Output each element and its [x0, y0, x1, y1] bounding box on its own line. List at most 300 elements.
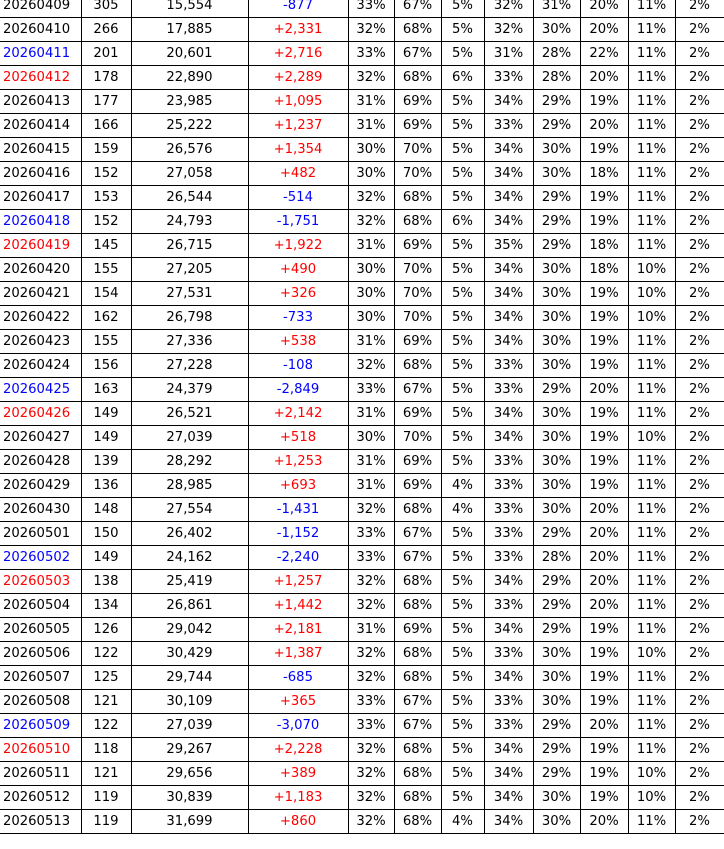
pct-cell-7: 11% [628, 114, 675, 138]
rank-cell: 121 [81, 690, 131, 714]
pct-cell-6: 19% [580, 186, 628, 210]
pct-cell-1: 31% [348, 450, 394, 474]
total-cell: 30,429 [131, 642, 248, 666]
pct-cell-8: 2% [675, 522, 724, 546]
table-row [0, 522, 724, 546]
table-row [0, 258, 724, 282]
pct-cell-6: 19% [580, 330, 628, 354]
pct-cell-8: 2% [675, 66, 724, 90]
date-cell: 20260428 [0, 450, 81, 474]
pct-cell-4: 33% [484, 378, 533, 402]
pct-cell-8: 2% [675, 570, 724, 594]
pct-cell-3: 4% [441, 474, 484, 498]
pct-cell-8: 2% [675, 618, 724, 642]
pct-cell-4: 34% [484, 426, 533, 450]
date-cell: 20260510 [0, 738, 81, 762]
pct-cell-4: 34% [484, 162, 533, 186]
total-cell: 26,798 [131, 306, 248, 330]
pct-cell-7: 11% [628, 570, 675, 594]
pct-cell-5: 30% [533, 354, 580, 378]
change-cell: +1,237 [248, 114, 348, 138]
date-cell: 20260419 [0, 234, 81, 258]
pct-cell-8: 2% [675, 210, 724, 234]
pct-cell-7: 11% [628, 402, 675, 426]
pct-cell-4: 33% [484, 354, 533, 378]
pct-cell-3: 5% [441, 690, 484, 714]
change-cell: +2,716 [248, 42, 348, 66]
pct-cell-8: 2% [675, 762, 724, 786]
pct-cell-6: 18% [580, 234, 628, 258]
pct-cell-2: 68% [394, 210, 441, 234]
total-cell: 25,419 [131, 570, 248, 594]
date-cell: 20260511 [0, 762, 81, 786]
pct-cell-1: 31% [348, 474, 394, 498]
change-cell: -1,751 [248, 210, 348, 234]
pct-cell-2: 68% [394, 66, 441, 90]
change-cell: +1,442 [248, 594, 348, 618]
pct-cell-7: 11% [628, 162, 675, 186]
pct-cell-4: 33% [484, 690, 533, 714]
pct-cell-6: 19% [580, 666, 628, 690]
pct-cell-7: 10% [628, 426, 675, 450]
date-cell: 20260425 [0, 378, 81, 402]
change-cell: +2,331 [248, 18, 348, 42]
pct-cell-7: 11% [628, 666, 675, 690]
pct-cell-4: 34% [484, 402, 533, 426]
rank-cell: 149 [81, 546, 131, 570]
pct-cell-5: 30% [533, 642, 580, 666]
pct-cell-3: 6% [441, 210, 484, 234]
pct-cell-7: 11% [628, 618, 675, 642]
total-cell: 26,576 [131, 138, 248, 162]
total-cell: 17,885 [131, 18, 248, 42]
table-row [0, 378, 724, 402]
pct-cell-7: 10% [628, 786, 675, 810]
pct-cell-3: 5% [441, 258, 484, 282]
date-cell: 20260430 [0, 498, 81, 522]
pct-cell-5: 30% [533, 402, 580, 426]
change-cell: -1,152 [248, 522, 348, 546]
pct-cell-4: 32% [484, 0, 533, 18]
rank-cell: 163 [81, 378, 131, 402]
total-cell: 24,793 [131, 210, 248, 234]
pct-cell-2: 69% [394, 114, 441, 138]
pct-cell-5: 30% [533, 666, 580, 690]
pct-cell-6: 19% [580, 762, 628, 786]
table-row [0, 762, 724, 786]
pct-cell-3: 5% [441, 162, 484, 186]
pct-cell-8: 2% [675, 786, 724, 810]
pct-cell-3: 5% [441, 594, 484, 618]
pct-cell-3: 5% [441, 0, 484, 18]
date-cell: 20260502 [0, 546, 81, 570]
pct-cell-1: 30% [348, 162, 394, 186]
table-row [0, 18, 724, 42]
table-row [0, 474, 724, 498]
pct-cell-3: 5% [441, 738, 484, 762]
date-cell: 20260503 [0, 570, 81, 594]
pct-cell-3: 5% [441, 90, 484, 114]
change-cell: +693 [248, 474, 348, 498]
pct-cell-8: 2% [675, 258, 724, 282]
pct-cell-4: 33% [484, 522, 533, 546]
change-cell: -733 [248, 306, 348, 330]
pct-cell-1: 31% [348, 114, 394, 138]
total-cell: 29,744 [131, 666, 248, 690]
pct-cell-8: 2% [675, 642, 724, 666]
pct-cell-6: 19% [580, 642, 628, 666]
pct-cell-3: 5% [441, 618, 484, 642]
pct-cell-1: 32% [348, 594, 394, 618]
change-cell: -877 [248, 0, 348, 18]
pct-cell-1: 33% [348, 378, 394, 402]
date-cell: 20260411 [0, 42, 81, 66]
date-cell: 20260424 [0, 354, 81, 378]
pct-cell-3: 5% [441, 666, 484, 690]
pct-cell-4: 34% [484, 210, 533, 234]
rank-cell: 121 [81, 762, 131, 786]
pct-cell-1: 31% [348, 402, 394, 426]
pct-cell-8: 2% [675, 42, 724, 66]
pct-cell-8: 2% [675, 330, 724, 354]
pct-cell-6: 19% [580, 282, 628, 306]
total-cell: 24,379 [131, 378, 248, 402]
table-row [0, 546, 724, 570]
pct-cell-6: 19% [580, 450, 628, 474]
rank-cell: 150 [81, 522, 131, 546]
pct-cell-7: 11% [628, 738, 675, 762]
pct-cell-1: 30% [348, 282, 394, 306]
date-cell: 20260416 [0, 162, 81, 186]
pct-cell-5: 30% [533, 474, 580, 498]
pct-cell-5: 29% [533, 714, 580, 738]
pct-cell-4: 31% [484, 42, 533, 66]
date-cell: 20260429 [0, 474, 81, 498]
pct-cell-2: 68% [394, 786, 441, 810]
pct-cell-3: 5% [441, 330, 484, 354]
pct-cell-6: 20% [580, 546, 628, 570]
pct-cell-5: 28% [533, 42, 580, 66]
rank-cell: 149 [81, 402, 131, 426]
pct-cell-2: 68% [394, 594, 441, 618]
pct-cell-6: 19% [580, 426, 628, 450]
pct-cell-8: 2% [675, 234, 724, 258]
pct-cell-1: 33% [348, 42, 394, 66]
total-cell: 28,985 [131, 474, 248, 498]
pct-cell-7: 11% [628, 330, 675, 354]
pct-cell-5: 29% [533, 378, 580, 402]
change-cell: +518 [248, 426, 348, 450]
table-row [0, 354, 724, 378]
total-cell: 26,544 [131, 186, 248, 210]
rank-cell: 122 [81, 714, 131, 738]
pct-cell-4: 33% [484, 498, 533, 522]
rank-cell: 155 [81, 330, 131, 354]
date-cell: 20260412 [0, 66, 81, 90]
pct-cell-6: 20% [580, 0, 628, 18]
pct-cell-2: 67% [394, 378, 441, 402]
pct-cell-8: 2% [675, 450, 724, 474]
date-cell: 20260415 [0, 138, 81, 162]
pct-cell-2: 69% [394, 90, 441, 114]
total-cell: 30,109 [131, 690, 248, 714]
pct-cell-4: 33% [484, 594, 533, 618]
date-cell: 20260508 [0, 690, 81, 714]
pct-cell-2: 67% [394, 690, 441, 714]
rank-cell: 119 [81, 810, 131, 834]
total-cell: 29,042 [131, 618, 248, 642]
pct-cell-6: 19% [580, 474, 628, 498]
pct-cell-5: 29% [533, 210, 580, 234]
pct-cell-5: 30% [533, 450, 580, 474]
total-cell: 26,715 [131, 234, 248, 258]
table-row [0, 234, 724, 258]
pct-cell-2: 68% [394, 810, 441, 834]
pct-cell-4: 34% [484, 666, 533, 690]
change-cell: +860 [248, 810, 348, 834]
table-row [0, 330, 724, 354]
pct-cell-7: 11% [628, 18, 675, 42]
pct-cell-6: 19% [580, 90, 628, 114]
pct-cell-1: 30% [348, 426, 394, 450]
pct-cell-1: 30% [348, 306, 394, 330]
pct-cell-1: 32% [348, 642, 394, 666]
table-row [0, 162, 724, 186]
pct-cell-1: 31% [348, 618, 394, 642]
pct-cell-3: 5% [441, 546, 484, 570]
change-cell: -2,240 [248, 546, 348, 570]
rank-cell: 305 [81, 0, 131, 18]
pct-cell-6: 20% [580, 114, 628, 138]
pct-cell-8: 2% [675, 738, 724, 762]
pct-cell-4: 33% [484, 474, 533, 498]
pct-cell-1: 33% [348, 714, 394, 738]
pct-cell-5: 30% [533, 282, 580, 306]
pct-cell-1: 33% [348, 522, 394, 546]
pct-cell-5: 29% [533, 570, 580, 594]
pct-cell-1: 33% [348, 0, 394, 18]
rank-cell: 149 [81, 426, 131, 450]
table-row [0, 738, 724, 762]
pct-cell-8: 2% [675, 90, 724, 114]
pct-cell-6: 19% [580, 402, 628, 426]
date-cell: 20260421 [0, 282, 81, 306]
pct-cell-7: 11% [628, 378, 675, 402]
pct-cell-6: 19% [580, 618, 628, 642]
rank-cell: 139 [81, 450, 131, 474]
total-cell: 27,531 [131, 282, 248, 306]
pct-cell-3: 5% [441, 714, 484, 738]
pct-cell-7: 11% [628, 90, 675, 114]
pct-cell-6: 19% [580, 786, 628, 810]
change-cell: +538 [248, 330, 348, 354]
pct-cell-5: 28% [533, 66, 580, 90]
pct-cell-4: 34% [484, 90, 533, 114]
date-cell: 20260420 [0, 258, 81, 282]
pct-cell-1: 32% [348, 354, 394, 378]
total-cell: 29,656 [131, 762, 248, 786]
pct-cell-1: 31% [348, 90, 394, 114]
date-cell: 20260418 [0, 210, 81, 234]
pct-cell-7: 11% [628, 690, 675, 714]
pct-cell-2: 70% [394, 138, 441, 162]
change-cell: +482 [248, 162, 348, 186]
pct-cell-5: 30% [533, 330, 580, 354]
change-cell: +490 [248, 258, 348, 282]
pct-cell-6: 22% [580, 42, 628, 66]
pct-cell-7: 11% [628, 234, 675, 258]
pct-cell-6: 20% [580, 18, 628, 42]
pct-cell-1: 33% [348, 690, 394, 714]
rank-cell: 177 [81, 90, 131, 114]
pct-cell-4: 34% [484, 306, 533, 330]
pct-cell-7: 10% [628, 258, 675, 282]
pct-cell-1: 32% [348, 762, 394, 786]
rank-cell: 152 [81, 210, 131, 234]
pct-cell-5: 29% [533, 762, 580, 786]
pct-cell-1: 31% [348, 330, 394, 354]
change-cell: +2,142 [248, 402, 348, 426]
pct-cell-5: 30% [533, 426, 580, 450]
pct-cell-3: 5% [441, 762, 484, 786]
pct-cell-8: 2% [675, 666, 724, 690]
total-cell: 20,601 [131, 42, 248, 66]
table-row [0, 138, 724, 162]
pct-cell-7: 11% [628, 498, 675, 522]
pct-cell-1: 32% [348, 810, 394, 834]
pct-cell-2: 68% [394, 642, 441, 666]
pct-cell-5: 30% [533, 786, 580, 810]
change-cell: +1,922 [248, 234, 348, 258]
pct-cell-2: 68% [394, 666, 441, 690]
pct-cell-5: 28% [533, 546, 580, 570]
table-row [0, 570, 724, 594]
rank-cell: 154 [81, 282, 131, 306]
pct-cell-7: 11% [628, 546, 675, 570]
pct-cell-1: 30% [348, 258, 394, 282]
total-cell: 26,861 [131, 594, 248, 618]
pct-cell-8: 2% [675, 498, 724, 522]
pct-cell-7: 11% [628, 42, 675, 66]
change-cell: -2,849 [248, 378, 348, 402]
pct-cell-7: 11% [628, 474, 675, 498]
table-row [0, 642, 724, 666]
change-cell: +326 [248, 282, 348, 306]
total-cell: 22,890 [131, 66, 248, 90]
pct-cell-8: 2% [675, 810, 724, 834]
pct-cell-2: 70% [394, 258, 441, 282]
pct-cell-5: 29% [533, 738, 580, 762]
pct-cell-1: 31% [348, 234, 394, 258]
pct-cell-2: 69% [394, 450, 441, 474]
pct-cell-5: 29% [533, 234, 580, 258]
date-cell: 20260417 [0, 186, 81, 210]
pct-cell-4: 34% [484, 258, 533, 282]
pct-cell-4: 34% [484, 138, 533, 162]
date-cell: 20260410 [0, 18, 81, 42]
change-cell: +1,257 [248, 570, 348, 594]
pct-cell-4: 33% [484, 114, 533, 138]
table-row [0, 90, 724, 114]
pct-cell-3: 5% [441, 282, 484, 306]
total-cell: 15,554 [131, 0, 248, 18]
pct-cell-2: 68% [394, 498, 441, 522]
pct-cell-2: 70% [394, 306, 441, 330]
pct-cell-3: 5% [441, 234, 484, 258]
date-cell: 20260512 [0, 786, 81, 810]
pct-cell-4: 34% [484, 186, 533, 210]
pct-cell-4: 34% [484, 810, 533, 834]
pct-cell-6: 20% [580, 66, 628, 90]
table-row [0, 594, 724, 618]
total-cell: 27,039 [131, 714, 248, 738]
rank-cell: 153 [81, 186, 131, 210]
pct-cell-5: 31% [533, 0, 580, 18]
pct-cell-3: 5% [441, 786, 484, 810]
pct-cell-6: 18% [580, 258, 628, 282]
pct-cell-7: 11% [628, 210, 675, 234]
pct-cell-3: 5% [441, 42, 484, 66]
pct-cell-2: 67% [394, 714, 441, 738]
pct-cell-4: 33% [484, 714, 533, 738]
pct-cell-4: 34% [484, 618, 533, 642]
pct-cell-8: 2% [675, 306, 724, 330]
pct-cell-6: 19% [580, 738, 628, 762]
date-cell: 20260427 [0, 426, 81, 450]
table-row [0, 618, 724, 642]
change-cell: -685 [248, 666, 348, 690]
table-row [0, 786, 724, 810]
rank-cell: 138 [81, 570, 131, 594]
rank-cell: 136 [81, 474, 131, 498]
pct-cell-4: 34% [484, 570, 533, 594]
pct-cell-4: 34% [484, 786, 533, 810]
table-row [0, 42, 724, 66]
pct-cell-2: 67% [394, 42, 441, 66]
pct-cell-1: 32% [348, 570, 394, 594]
pct-cell-7: 11% [628, 714, 675, 738]
date-cell: 20260506 [0, 642, 81, 666]
pct-cell-5: 30% [533, 162, 580, 186]
pct-cell-4: 34% [484, 738, 533, 762]
pct-cell-8: 2% [675, 282, 724, 306]
change-cell: +1,183 [248, 786, 348, 810]
pct-cell-7: 11% [628, 66, 675, 90]
pct-cell-5: 30% [533, 138, 580, 162]
pct-cell-1: 33% [348, 546, 394, 570]
pct-cell-5: 29% [533, 594, 580, 618]
pct-cell-6: 19% [580, 690, 628, 714]
rank-cell: 155 [81, 258, 131, 282]
pct-cell-8: 2% [675, 402, 724, 426]
pct-cell-7: 10% [628, 306, 675, 330]
pct-cell-3: 5% [441, 354, 484, 378]
pct-cell-2: 70% [394, 426, 441, 450]
pct-cell-1: 32% [348, 786, 394, 810]
pct-cell-2: 69% [394, 618, 441, 642]
change-cell: +1,095 [248, 90, 348, 114]
pct-cell-6: 20% [580, 594, 628, 618]
pct-cell-2: 69% [394, 474, 441, 498]
pct-cell-4: 33% [484, 546, 533, 570]
pct-cell-5: 29% [533, 186, 580, 210]
rank-cell: 119 [81, 786, 131, 810]
change-cell: +1,387 [248, 642, 348, 666]
pct-cell-7: 11% [628, 522, 675, 546]
change-cell: +1,354 [248, 138, 348, 162]
pct-cell-1: 32% [348, 66, 394, 90]
pct-cell-3: 5% [441, 450, 484, 474]
